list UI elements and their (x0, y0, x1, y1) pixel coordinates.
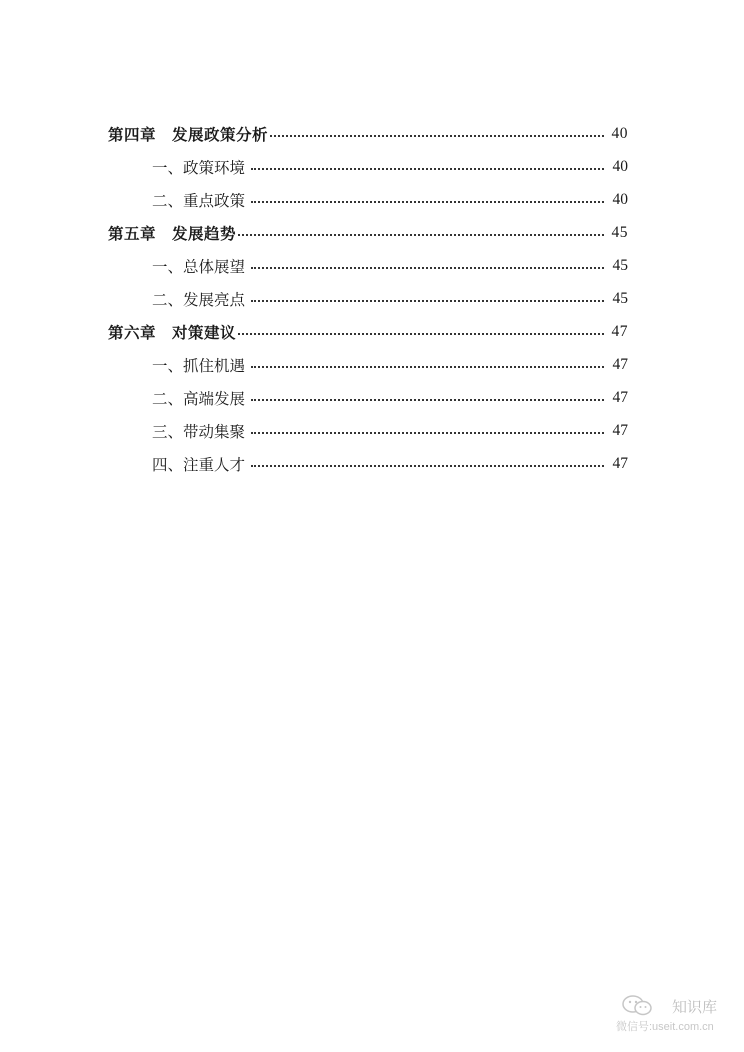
toc-label: 一、抓住机遇 (152, 357, 246, 375)
toc-section[interactable] (0, 386, 744, 410)
toc-page-number: 47 (612, 455, 628, 472)
toc-label: 第五章 发展趋势 (108, 224, 237, 243)
toc-chapter-4[interactable] (0, 122, 744, 146)
toc-page-number: 40 (612, 158, 628, 175)
toc-page-number: 40 (611, 125, 628, 142)
toc-label: 第六章 对策建议 (108, 323, 237, 342)
toc-label: 四、注重人才 (152, 456, 246, 474)
dot-leader (251, 300, 604, 302)
toc-section[interactable] (0, 287, 744, 311)
watermark (616, 994, 736, 1034)
dot-leader (251, 201, 604, 203)
toc-page-number: 45 (612, 257, 628, 274)
dot-leader (251, 267, 604, 269)
watermark-subtitle: 微信号:useit.com.cn (616, 1021, 714, 1033)
dot-leader (251, 399, 604, 401)
toc-section[interactable] (0, 254, 744, 278)
toc-page-number: 47 (611, 323, 628, 340)
toc-page-number: 47 (612, 422, 628, 439)
dot-leader (251, 168, 604, 170)
toc-section[interactable] (0, 353, 744, 377)
dot-leader (238, 234, 604, 236)
toc-section[interactable] (0, 155, 744, 179)
dot-leader (251, 432, 604, 434)
toc-page-number: 47 (612, 356, 628, 373)
toc-label: 三、带动集聚 (152, 423, 246, 441)
toc-page-number: 40 (612, 191, 628, 208)
toc-chapter-6[interactable] (0, 320, 744, 344)
toc-label: 二、高端发展 (152, 390, 246, 408)
toc-label: 二、重点政策 (152, 192, 246, 210)
watermark-title: 知识库 (672, 999, 718, 1016)
toc-page-number: 47 (612, 389, 628, 406)
toc-section[interactable] (0, 188, 744, 212)
toc-label: 第四章 发展政策分析 (108, 125, 269, 144)
toc-page-number: 45 (612, 290, 628, 307)
dot-leader (251, 465, 604, 467)
toc-page-number: 45 (611, 224, 628, 241)
toc-chapter-5[interactable] (0, 221, 744, 245)
dot-leader (251, 366, 604, 368)
toc-section[interactable] (0, 452, 744, 476)
dot-leader (238, 333, 604, 335)
dot-leader (270, 135, 604, 137)
toc-section[interactable] (0, 419, 744, 443)
toc-label: 一、总体展望 (152, 258, 246, 276)
toc-label: 二、发展亮点 (152, 291, 246, 309)
toc-label: 一、政策环境 (152, 159, 246, 177)
wechat-icon (620, 994, 656, 1018)
